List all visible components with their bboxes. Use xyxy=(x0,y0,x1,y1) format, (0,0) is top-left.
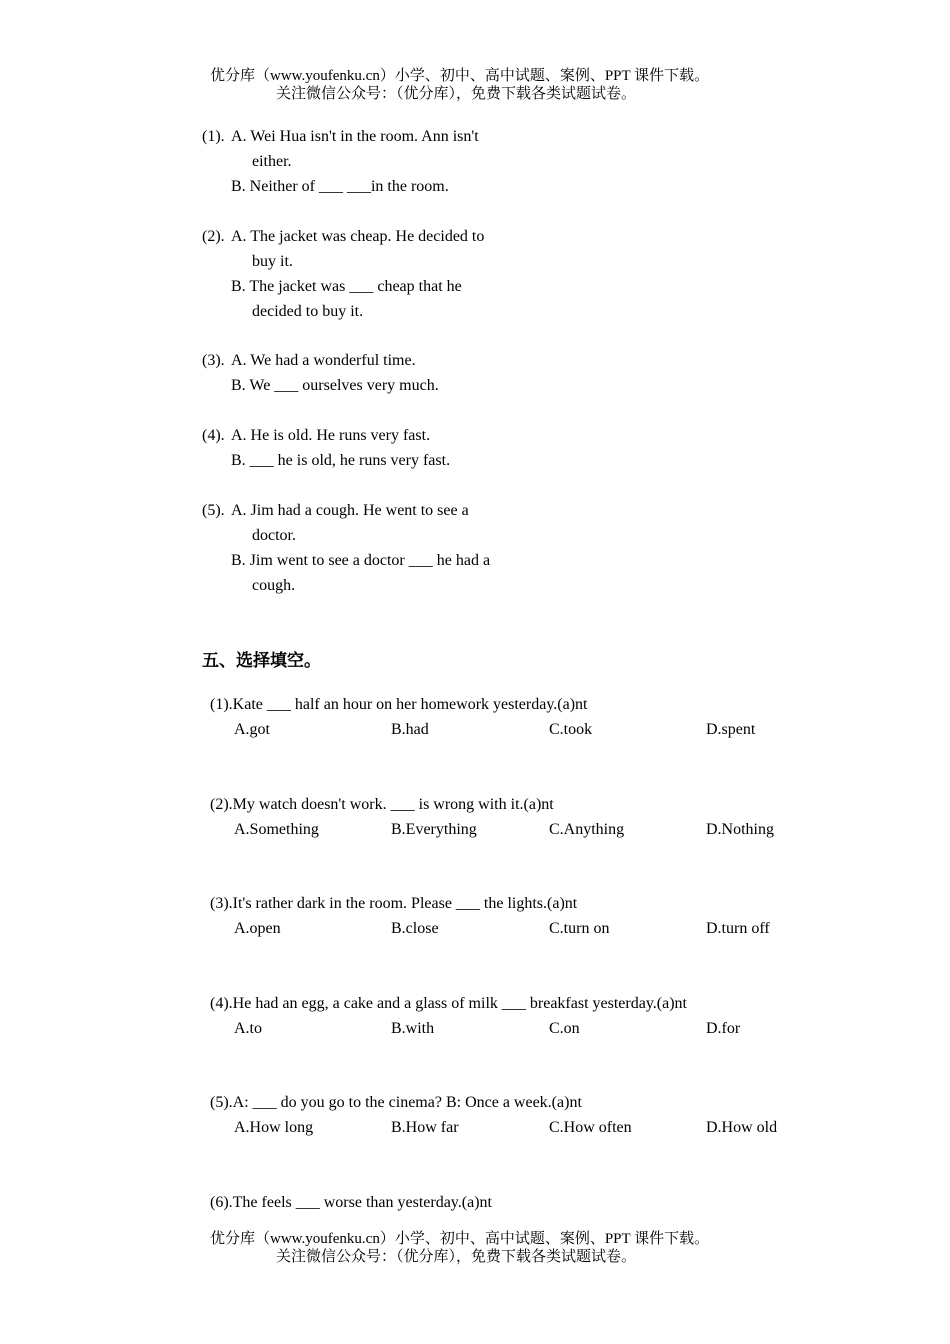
question-6-stem: (6).The feels ___ worse than yesterday.(a)nt xyxy=(210,1194,492,1211)
question-1-option-b: B.had xyxy=(391,721,429,738)
question-3-option-b: B.close xyxy=(391,920,439,937)
rewrite-2-sentence-b-cont: decided to buy it. xyxy=(252,303,364,320)
rewrite-1-sentence-a-cont: either. xyxy=(252,153,292,170)
rewrite-4-number: (4). xyxy=(202,427,225,444)
footer-line-2: 关注微信公众号：（优分库），免费下载各类试题试卷。 xyxy=(276,1249,637,1265)
rewrite-2-sentence-b: B. The jacket was ___ cheap that he xyxy=(231,278,462,295)
question-3-option-c: C.turn on xyxy=(549,920,610,937)
rewrite-5-sentence-b: B. Jim went to see a doctor ___ he had a xyxy=(231,552,491,569)
question-3-option-a: A.open xyxy=(234,920,281,937)
question-5-option-c: C.How often xyxy=(549,1119,632,1136)
header-line-1: 优分库（www.youfenku.cn）小学、初中、高中试题、案例、PPT 课件下载。 xyxy=(210,68,710,84)
rewrite-4-sentence-b: B. ___ he is old, he runs very fast. xyxy=(231,452,451,469)
question-2-option-a: A.Something xyxy=(234,821,319,838)
question-5-option-a: A.How long xyxy=(234,1119,314,1136)
rewrite-2-sentence-a: A. The jacket was cheap. He decided to xyxy=(231,228,485,245)
question-1-stem: (1).Kate ___ half an hour on her homework yesterday.(a)nt xyxy=(210,696,588,713)
question-1-option-d: D.spent xyxy=(706,721,756,738)
question-2-option-c: C.Anything xyxy=(549,821,625,838)
rewrite-3-sentence-b: B. We ___ ourselves very much. xyxy=(231,377,439,394)
question-5-option-d: D.How old xyxy=(706,1119,778,1136)
question-4-option-a: A.to xyxy=(234,1020,262,1037)
question-4-stem: (4).He had an egg, a cake and a glass of milk ___ breakfast yesterday.(a)nt xyxy=(210,995,687,1012)
rewrite-1-sentence-a: A. Wei Hua isn't in the room. Ann isn't xyxy=(231,128,479,145)
question-1-option-c: C.took xyxy=(549,721,593,738)
question-5-option-b: B.How far xyxy=(391,1119,459,1136)
section-5-title: 五、选择填空。 xyxy=(202,651,321,671)
rewrite-5-sentence-a-cont: doctor. xyxy=(252,527,296,544)
header-line-2: 关注微信公众号：（优分库），免费下载各类试题试卷。 xyxy=(276,86,637,102)
rewrite-3-number: (3). xyxy=(202,352,225,369)
rewrite-2-number: (2). xyxy=(202,228,225,245)
rewrite-4-sentence-a: A. He is old. He runs very fast. xyxy=(231,427,431,444)
rewrite-3-sentence-a: A. We had a wonderful time. xyxy=(231,352,416,369)
rewrite-1-sentence-b: B. Neither of ___ ___in the room. xyxy=(231,178,449,195)
question-3-option-d: D.turn off xyxy=(706,920,770,937)
rewrite-2-sentence-a-cont: buy it. xyxy=(252,253,293,270)
rewrite-5-sentence-a: A. Jim had a cough. He went to see a xyxy=(231,502,469,519)
footer-line-1: 优分库（www.youfenku.cn）小学、初中、高中试题、案例、PPT 课件下载。 xyxy=(210,1231,710,1247)
rewrite-1-number: (1). xyxy=(202,128,225,145)
question-1-option-a: A.got xyxy=(234,721,270,738)
question-2-stem: (2).My watch doesn't work. ___ is wrong with it.(a)nt xyxy=(210,796,554,813)
question-2-option-d: D.Nothing xyxy=(706,821,774,838)
rewrite-5-sentence-b-cont: cough. xyxy=(252,577,296,594)
question-4-option-b: B.with xyxy=(391,1020,435,1037)
question-4-option-c: C.on xyxy=(549,1020,580,1037)
question-2-option-b: B.Everything xyxy=(391,821,477,838)
question-5-stem: (5).A: ___ do you go to the cinema? B: Once a week.(a)nt xyxy=(210,1094,582,1111)
question-4-option-d: D.for xyxy=(706,1020,741,1037)
rewrite-5-number: (5). xyxy=(202,502,225,519)
question-3-stem: (3).It's rather dark in the room. Please ___ the lights.(a)nt xyxy=(210,895,578,912)
